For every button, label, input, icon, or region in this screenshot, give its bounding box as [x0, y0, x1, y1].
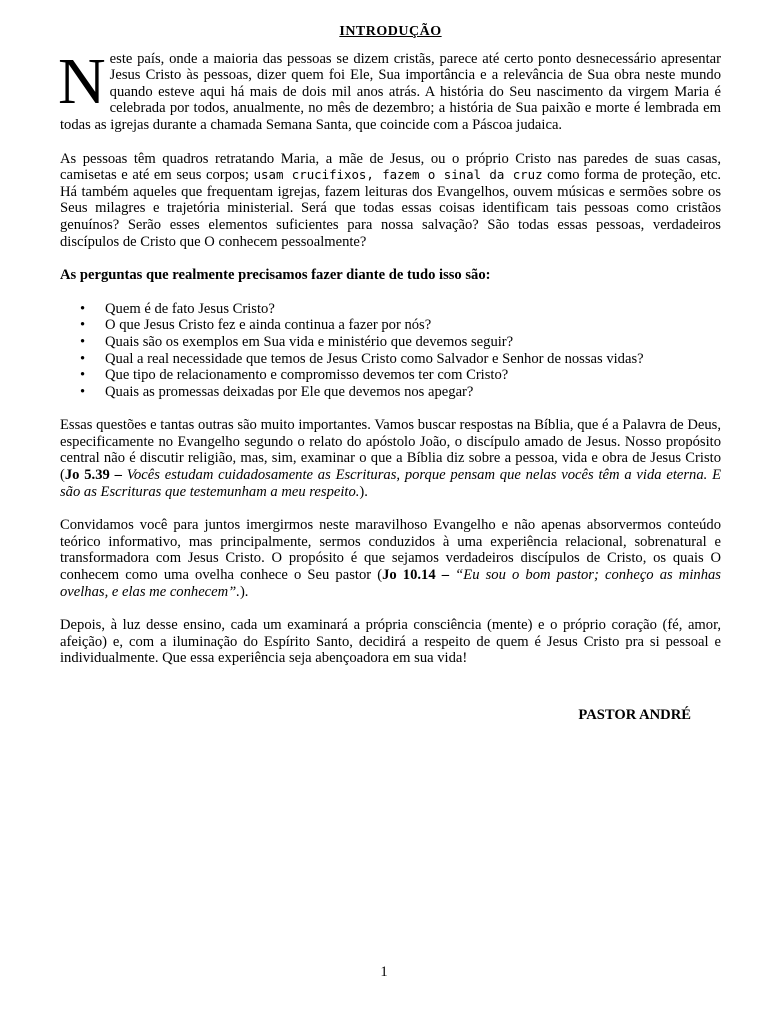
scripture-quote: “Eu sou o bom pastor; conheço as minhas ovelhas, e elas me conhecem”.	[60, 567, 721, 600]
paragraph-people	[60, 151, 721, 251]
paragraph-invitation	[60, 517, 721, 600]
question-text: Quais as promessas deixadas por Ele que devemos nos apegar?	[105, 383, 474, 400]
intro-paragraph	[58, 44, 721, 134]
scripture-reference: Jo 10.14 –	[382, 567, 450, 584]
paragraph-bible-end: ).	[359, 483, 368, 500]
scripture-reference: Jo 5.39 –	[64, 467, 122, 484]
signature: PASTOR ANDRÉ	[578, 707, 691, 723]
bullet-icon: •	[80, 333, 86, 350]
bullet-icon: •	[80, 383, 86, 400]
list-item	[80, 334, 721, 351]
questions-heading: As perguntas que realmente precisamos fazer diante de tudo isso são:	[60, 267, 491, 284]
drop-cap: N	[58, 44, 106, 118]
bullet-icon: •	[80, 350, 86, 367]
paragraph-people-text-start: As pessoas têm quadros retratando Maria, a mãe de Jesus, ou o próprio Cristo nas paredes de suas casas, camisetas e até em seus corpos;	[60, 150, 721, 184]
list-item	[80, 384, 721, 401]
list-item	[80, 301, 721, 318]
bullet-icon: •	[80, 300, 86, 317]
paragraph-invitation-text: Convidamos você para juntos imergirmos neste maravilhoso Evangelho e não apenas absorvermos conteúdo teórico informativo, mas principalmente, sermos conduzidos à uma experiência relacional, sobrenatural e transformadora com Jesus Cristo. O propósito é que sejamos verdadeiros discípulos de Cristo, os quais O conhecem como uma ovelha conhece o Seu pastor (	[60, 517, 721, 584]
bullet-icon: •	[80, 317, 86, 334]
list-item	[80, 351, 721, 368]
question-text: Que tipo de relacionamento e compromisso devemos ter com Cristo?	[105, 367, 509, 384]
scripture-quote: Vocês estudam cuidadosamente as Escrituras, porque pensam que nelas vocês têm a vida eterna. E são as Escrituras que testemunham a meu respeito.	[60, 467, 721, 500]
paragraph-bible-text: Essas questões e tantas outras são muito importantes. Vamos buscar respostas na Bíblia, que é a Palavra de Deus, especificamente no Evangelho segundo o relato do apóstolo João, o discípulo amado de Jesus. Nosso propósito central não é discutir religião, mas, sim, examinar o que a Bíblia diz sobre a pessoa, vida e obra de Jesus Cristo (	[60, 417, 721, 484]
paragraph-conclusion: Depois, à luz desse ensino, cada um examinará a própria consciência (mente) e o próprio coração (fé, amor, afeição) e, com a iluminação do Espírito Santo, decidirá a respeito de quem é Jesus Cristo pra si pessoal e individualmente. Que essa experiência seja abençoadora em sua vida!	[60, 617, 721, 667]
document-page	[60, 24, 721, 724]
paragraph-people-text-end: como forma de proteção, etc. Há também aqueles que frequentam igrejas, fazem leituras dos Evangelhos, ouvem músicas e sermões sobre os Seus milagres e trajetória ministerial. Será que todas essas coisas identificam tais pessoas como cristãos genuínos? Serão esses elementos suficientes para nossa salvação? São todas essas pessoas, verdadeiros discípulos de Cristo que O conhecem pessoalmente?	[60, 167, 721, 250]
question-text: Quem é de fato Jesus Cristo?	[105, 300, 275, 317]
paragraph-invitation-end: ).	[239, 583, 249, 600]
question-text: O que Jesus Cristo fez e ainda continua a fazer por nós?	[105, 317, 432, 334]
question-text: Quais são os exemplos em Sua vida e ministério que devemos seguir?	[105, 333, 514, 350]
bullet-icon: •	[80, 367, 86, 384]
paragraph-people-highlight: usam crucifixos, fazem o sinal da cruz	[253, 167, 543, 183]
question-text: Qual a real necessidade que temos de Jesus Cristo como Salvador e Senhor de nossas vidas?	[105, 350, 644, 367]
questions-list	[60, 301, 721, 401]
page-number: 1	[380, 964, 388, 980]
list-item	[80, 367, 721, 384]
paragraph-bible	[60, 417, 721, 500]
page-title: INTRODUÇÃO	[339, 24, 442, 39]
list-item	[80, 317, 721, 334]
intro-paragraph-text: este país, onde a maioria das pessoas se dizem cristãs, parece até certo ponto desnecessário apresentar Jesus Cristo às pessoas, dizer quem foi Ele, Sua importância e a relevância de Sua obra neste mundo quando esteve aqui há mais de dois mil anos atrás. A história do Seu nascimento da virgem Maria é celebrada por todos, anualmente, no mês de dezembro; a história de Sua paixão e morte é lembrada em todas as igrejas durante a chamada Semana Santa, que coincide com a Páscoa judaica.	[60, 50, 721, 133]
